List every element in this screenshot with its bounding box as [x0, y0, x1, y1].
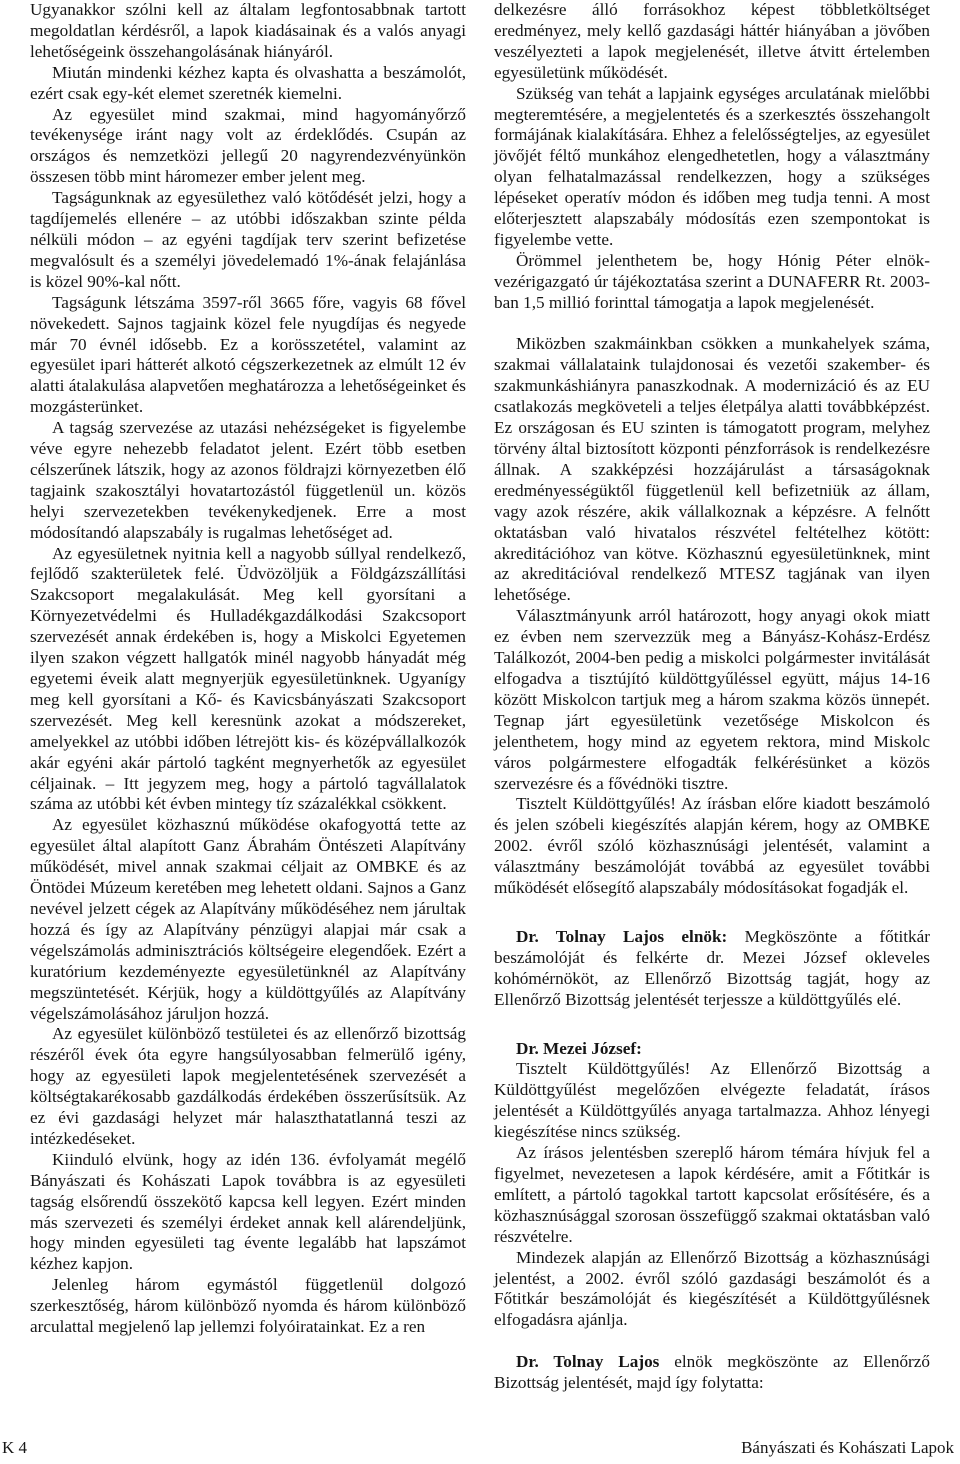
paragraph: Kiinduló elvünk, hogy az idén 136. évfolyamát megélő Bányászati és Kohászati Lapok továbbra is az egyesületi tagság elsőrendű összekötő kapcsa kell legyen. Ezért minden más szervezeti és személyi érdeket annak kell alárendeljünk, hogy minden egyesületi tag évente legalább hat lapszámot kézhez kapjon. — [30, 1149, 466, 1274]
paragraph: Tisztelt Küldöttgyűlés! Az írásban előre kiadott beszámoló és jelen szóbeli kiegészítés alapján kérem, hogy az OMBKE 2002. évről szóló közhasznúsági jelentését, valamint a választmány beszámolóját továbbá az egyesület további működését elősegítő alapszabály módosításokat fogadják el. — [494, 794, 930, 898]
paragraph: Választmányunk arról határozott, hogy anyagi okok miatt ez évben nem szervezzük meg a Bányász-Kohász-Erdész Találkozót, 2004-ben pedig a miskolci polgármester invitálását elfogadva a tisztújító küldöttgyűléssel együtt, május 14-16 között Miskolcon tartjuk meg a három szakma közös ünnepét. Tegnap járt egyesületünk vezetősége Miskolcon és jelenthetem, hogy mind az egyetem rektora, mind Miskolc város polgármestere elfogadták felkérésünket a közös szervezésre és a fővédnöki tisztre. — [494, 606, 930, 793]
speaker-paragraph — [494, 1352, 930, 1394]
paragraph: Ugyanakkor szólni kell az általam legfontosabbnak tartott megoldatlan kérdésről, a lapok kiadásainak és a valós anyagi lehetőségeink összehangolásának hiányáról. — [30, 0, 466, 61]
page-number: K 4 — [2, 1438, 28, 1457]
paragraph: Az egyesület különböző testületei és az ellenőrző bizottság részéről évek óta egyre hangsúlyosabban felmerülő igény, hogy az egyesületi lapok megjelentetésének szervezését a költségtakarékosabb gazdálkodás érdekében összerűsítsük. Az ez évi gazdasági helyzet már halaszthatatlanná teszi az intézkedéseket. — [30, 1024, 466, 1148]
paragraph: delkezésre álló forrásokhoz képest többletköltséget eredményez, mely kellő gazdasági háttér hiányában a jövőben veszélyezteti a lapok megjelenését, illetve átvitt értelemben egyesületünk működését. — [494, 0, 930, 82]
publication-name: Bányászati és Kohászati Lapok — [741, 1438, 954, 1457]
paragraph: Az írásos jelentésben szereplő három témára hívjuk fel a figyelmet, nevezetesen a lapok kérdésére, amit a Főtitkár is említett, a pártoló tagokkal tartott kapcsolat erősítésére, és a közhasznúsággal szorosan összefüggő szakmai oktatásban való részvételre. — [494, 1143, 930, 1246]
speaker-name: Dr. Tolnay Lajos elnök: — [516, 926, 728, 946]
speaker-name: Dr. Mezei József: — [516, 1038, 642, 1058]
paragraph: Miközben szakmáinkban csökken a munkahelyek száma, szakmai vállalataink tulajdonosai és vezetői szakember- és szakmunkáshiányra panaszkodnak. A modernizáció és az EU csatlakozás megköveteli a teljes életpálya alatti továbbképzést. Ez országosan és EU szinten is támogatott program, melyhez törvény által biztosított központi pénzforrások is rendelkezésre állnak. A szakképzési hozzájárulást a társaságoknak eredményességüktől függetlenül kell befizetniük az állam, vagy azok részére, akik vállalkoznak a képzésre. A felnőtt oktatásban való hivatalos részvétel feltételhez kötött: akreditációhoz van kötve. Közhasznú egyesületünknek, mint az akreditációval rendelkező MTESZ tagjának van ilyen lehetősége. — [494, 334, 930, 605]
paragraph: Tagságunk létszáma 3597-ről 3665 főre, vagyis 68 fővel növekedett. Sajnos tagjaink közel fele nyugdíjas és negyede már 70 évnél idősebb. Ez a korösszetétel, valamint az egyesület ipari hátterét alkotó cégszerkezetnek az elmúlt 12 év alatti átalakulása alapvetően meghatározza a lehetőségeinket és mozgásterünket. — [30, 292, 466, 417]
speaker-text: Megköszönte a főtitkár beszámolóját és felkérte dr. Mezei József okleveles kohómérnököt, az Ellenőrző Bizottság tagját, hogy az Ellenőrző Bizottság jelentését terjessze a küldöttgyűlés elé. — [494, 926, 931, 1009]
left-column — [30, 0, 466, 1338]
speaker-heading — [494, 1039, 930, 1060]
speaker-paragraph — [494, 927, 930, 1011]
paragraph: Miután mindenki kézhez kapta és olvashatta a beszámolót, ezért csak egy-két elemet szeretnék kiemelni. — [30, 62, 466, 103]
speaker-name: Dr. Tolnay Lajos — [516, 1352, 660, 1372]
paragraph: Az egyesület mind szakmai, mind hagyományőrző tevékenysége iránt nagy volt az érdeklődés. Csupán az országos és nemzetközi jellegű 20 nagyrendezvényünkön összesen több mint háromezer ember jelent meg. — [30, 104, 466, 187]
paragraph: Szükség van tehát a lapjaink egységes arculatának mielőbbi megteremtésére, a megjelentetés és a szerkesztés összehangolt formájának kialakítására. Ehhez a felelősségteljes, az egyesület jövőjét féltő munkához elengedhetetlen, hogy a választmány olyan felhatalmazással rendelkezzen, hogy a szükséges lépéseket operatív módon és időben meg tudja tenni. A most előterjesztett alapszabály módosítás ezen szempontokat is figyelembe vette. — [494, 83, 930, 249]
paragraph: A tagság szervezése az utazási nehézségeket is figyelembe véve egyre nehezebb feladatot jelent. Ezért több esetben célszerűnek látszik, hogy az azonos földrajzi környezetben élő tagjaink szakosztályi hovatartozástól függetlenül un. közös helyi szervezetekben tevékenykedjenek. Erre a most módosítandó alapszabály is rugalmas lehetőséget ad. — [30, 418, 466, 542]
paragraph: Az egyesület közhasznú működése okafogyottá tette az egyesület által alapított Ganz Ábrahám Öntészeti Alapítvány működését, mivel annak szakmai céljait az OMBKE és az Öntödei Múzeum keretében meg lehetett oldani. Sajnos a Ganz nevével jelzett cégek az Alapítvány működéséhez nem járultak hozzá és így az Alapítvány pénzügyi alapjai már csak a végelszámolás adminisztrációs költségeire elegendőek. Ezért a kuratórium kezdeményezte egyesületünknél az Alapítvány megszüntetését. Kérjük, hogy a küldöttgyűlés az Alapítvány végelszámolásához járuljon hozzá. — [30, 815, 466, 1023]
paragraph: Jelenleg három egymástól függetlenül dolgozó szerkesztőség, három különböző nyomda és három különböző arculattal megjelenő lap jellemzi folyóiratainkat. Ez a ren — [30, 1275, 466, 1337]
speaker-text: elnök megköszönte az Ellenőrző Bizottság jelentését, majd így folytatta: — [494, 1352, 930, 1393]
paragraph: Tisztelt Küldöttgyűlés! Az Ellenőrző Bizottság a Küldöttgyűlést megelőzően elvégezte feladatát, írásos jelentését a Küldöttgyűlés anyaga tartalmazza. Ahhoz lényegi kiegészítése nincs szükség. — [494, 1059, 930, 1142]
paragraph: Mindezek alapján az Ellenőrző Bizottság a közhasznúsági jelentést, a 2002. évről szóló gazdasági beszámolót és a Főtitkár beszámolóját és kiegészítését a Küldöttgyűlésnek elfogadásra ajánlja. — [494, 1247, 930, 1330]
right-column — [494, 0, 930, 1394]
paragraph: Az egyesületnek nyitnia kell a nagyobb súllyal rendelkező, fejlődő szakterületek felé. Üdvözöljük a Földgázszállítási Szakcsoport megalakulását. Meg kell gyorsítani a Környezetvédelmi és Hulladékgazdálkodási Szakcsoport szervezését annak érdekében is, hogy a Miskolci Egyetemen ilyen szakon végzett hallgatók minél nagyobb hányadát még egyetemi éveik alatt megnyerjük egyesületünknek. Ugyanígy meg kell gyorsítani a Kő- és Kavicsbányászati Szakcsoport szervezését. Meg kell keresnünk azokat a módszereket, amelyekkel az utóbbi időben létrejött kis- és középvállalkozók akár egyéni akár pártoló tagként megnyerhetők az egyesület céljainak. – Itt jegyzem meg, hogy a pártoló tagvállalatok száma az utóbbi két évben mintegy tíz százalékkal csökkent. — [30, 543, 466, 814]
paragraph: Tagságunknak az egyesülethez való kötődését jelzi, hogy a tagdíjemelés ellenére – az utóbbi időszakban szinte példa nélküli módon – az egyéni tagdíjak terv szerint befizetése megvalósult és a személyi jövedelemadó 1%-ának felajánlása is közel 90%-kal nőtt. — [30, 188, 466, 291]
page-footer — [0, 1438, 960, 1460]
paragraph: Örömmel jelenthetem be, hogy Hónig Péter elnök-vezérigazgató úr tájékoztatása szerint a DUNAFERR Rt. 2003-ban 1,5 millió forinttal támogatja a lapok megjelenését. — [494, 250, 930, 312]
